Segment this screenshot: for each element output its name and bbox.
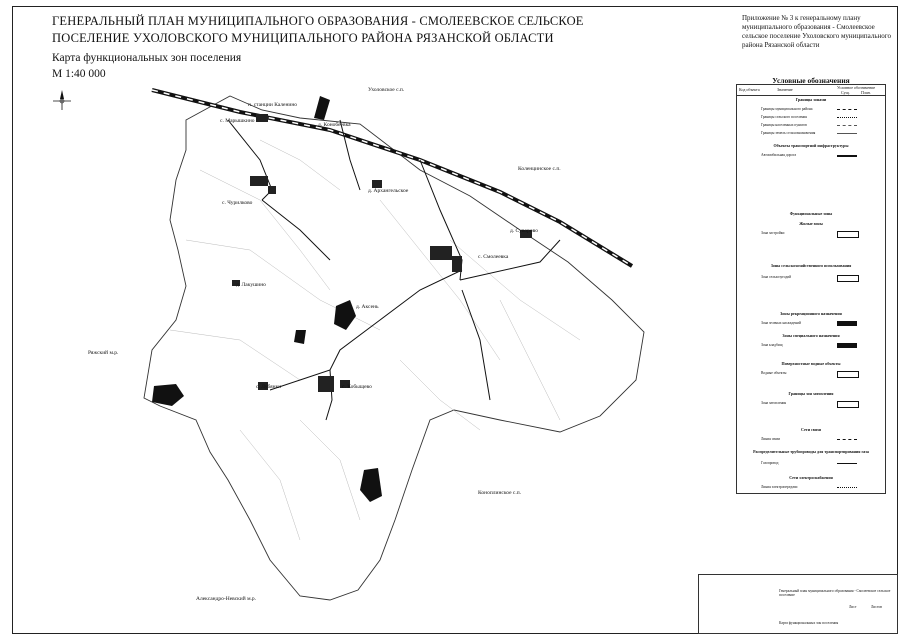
map-title-line1: ГЕНЕРАЛЬНЫЙ ПЛАН МУНИЦИПАЛЬНОГО ОБРАЗОВАНИЯ - СМОЛЕЕВСКОЕ СЕЛЬСКОЕ — [52, 14, 584, 28]
legend-section-pipelines: Распределительные трубопроводы для транспортирования газа — [753, 449, 869, 454]
label-konobeevo: д. Конобеевка — [318, 122, 351, 128]
label-suvorovo: д. Суворово — [510, 228, 538, 234]
label-kalenino: п. станции Каленино — [248, 102, 298, 108]
map-scale: М 1:40 000 — [52, 68, 106, 80]
legend-section-residential: Жилые зоны — [799, 221, 823, 226]
label-ryazan: Ряжский м.р. — [88, 350, 119, 356]
legend-section-recreation: Зоны рекреационного назначения — [780, 311, 842, 316]
legend-col-symbol: Условное обозначение — [837, 85, 876, 90]
label-kolesnik: Коленцинское с.п. — [518, 166, 561, 172]
title-block-line1: Генеральный план муниципального образования - Смолеевское сельское поселение — [779, 589, 891, 597]
legend-table: Код объекта Значение Условное обозначение Сущ. План. Границы зонами Границы муниципального района Границы сельского поселения Границы населенных пунктов Границы земель сельхозназначения Объекты транспортной инфраструктуры Автомобильная дорога Функциональные зоны Жилые зоны Зона застройки Зоны сельскохозяйственного использования Зона сельхозугодий Зоны рекреационного назначения Зона зеленых насаждений Зоны специального назначения Зона кладбищ Поверхностные водные объекты Водные объекты Границы зон затопления Зона затопления Сети связи Линия связи Распределительные трубопроводы для транспортирования газа Газопровод Сети электроснабжения Линия электропередачи — [736, 84, 886, 494]
legend-section-water: Поверхностные водные объекты — [781, 361, 841, 366]
forest-areas — [152, 96, 382, 502]
map-title-line2: ПОСЕЛЕНИЕ УХОЛОВСКОГО МУНИЦИПАЛЬНОГО РАЙОНА РЯЗАНСКОЙ ОБЛАСТИ — [52, 31, 554, 45]
legend-col-sub2: План. — [861, 90, 871, 95]
label-chuvashka: с. Чурилково — [222, 200, 253, 206]
label-lubshino: с. Лубянки — [256, 384, 282, 390]
legend-section-power: Сети электроснабжения — [789, 475, 833, 480]
map-name: Карта функциональных зон поселения — [52, 52, 242, 64]
label-aleks: Александро-Невский м.р. — [196, 596, 257, 602]
label-arhangelsk: д. Архангельское — [368, 188, 409, 194]
legend-section-functional: Функциональные зоны — [789, 211, 833, 216]
legend-header — [737, 85, 885, 96]
label-konoplin: Коноплинское с.п. — [478, 490, 522, 496]
legend-section-agri: Зоны сельскохозяйственного использования — [770, 263, 852, 268]
legend-col-code: Код объекта — [739, 87, 760, 92]
settlement-boundary — [144, 96, 644, 600]
appendix-note: Приложение № 3 к генеральному плану муниципального образования - Смолеевское сельское поселение Ухоловского муниципального района Рязанской области — [742, 14, 891, 49]
label-aksen: д. Аксень — [356, 304, 379, 310]
legend-title: Условные обозначения — [772, 76, 850, 85]
label-kobyakovo: с. Кобыщево — [342, 384, 372, 390]
title-block-sheet: Лист — [849, 605, 857, 609]
settlement-blocks — [232, 114, 532, 392]
legend-col-name: Значение — [777, 87, 793, 92]
legend-section-borders: Границы зонами — [795, 97, 827, 102]
legend-section-flood: Границы зон затопления — [788, 391, 834, 396]
title-block — [698, 574, 898, 634]
compass-rose-icon — [53, 90, 71, 110]
label-ukholovo: Ухоловское с.п. — [368, 87, 405, 93]
label-marishkino: с. Марышкино — [220, 118, 255, 124]
title-block-line2: Карта функциональных зон поселения — [779, 621, 839, 625]
federal-highway — [152, 90, 632, 266]
legend-section-networks: Сети связи — [801, 427, 821, 432]
title-block-sheets: Листов — [871, 605, 882, 609]
label-lakushino: д. Лакушино — [236, 282, 266, 288]
legend-col-sub1: Сущ. — [841, 90, 850, 95]
legend-section-transport: Объекты транспортной инфраструктуры — [773, 143, 849, 148]
legend-section-special: Зоны специального назначения — [782, 333, 840, 338]
label-smoleevka: с. Смолеевка — [478, 254, 509, 260]
legend-panel — [736, 76, 886, 494]
